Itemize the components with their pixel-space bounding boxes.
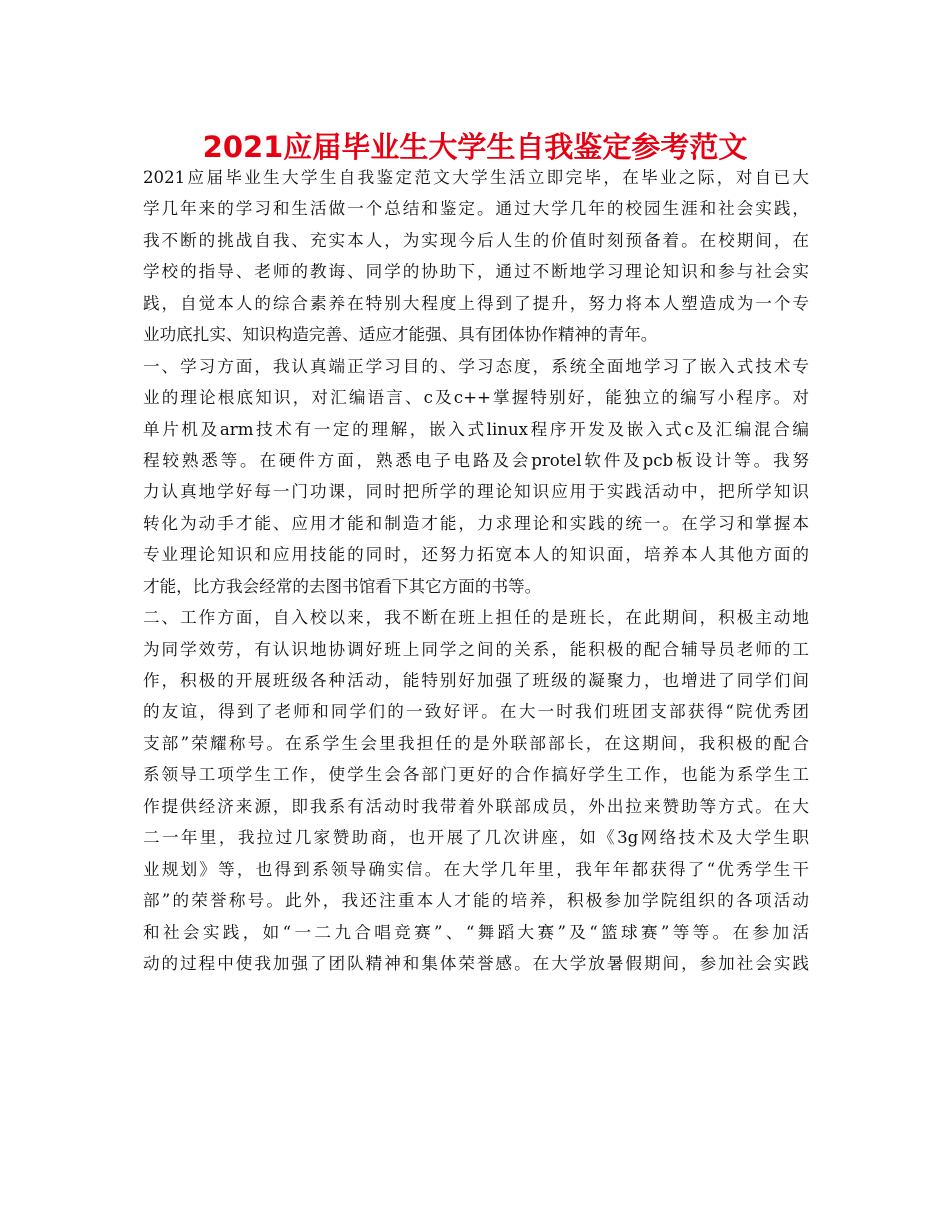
text-line: 业功底扎实、知识构造完善、适应才能强、具有团体协作精神的青年。	[143, 325, 658, 345]
text-line: 支部”荣耀称号。在系学生会里我担任的是外联部部长，在这期间，我积极的配合	[143, 733, 809, 753]
text-line: 作，积极的开展班级各种活动，能特别好加强了班级的凝聚力，也增进了同学们间	[143, 671, 809, 690]
document-title: 2021应届毕业生大学生自我鉴定参考范文	[202, 130, 748, 164]
text-line: 转化为动手才能、应用才能和制造才能，力求理论和实践的统一。在学习和掌握本	[143, 513, 809, 533]
text-line: 业规划》等，也得到系领导确实信。在大学几年里，我年年都获得了“优秀学生干	[143, 859, 809, 879]
text-line: 和社会实践，如“一二九合唱竞赛”、“舞蹈大赛”及“篮球赛”等等。在参加活	[143, 922, 809, 942]
text-line: 为同学效劳，有认识地协调好班上同学之间的关系，能积极的配合辅导员老师的工	[143, 639, 809, 659]
text-line: 学几年来的学习和生活做一个总结和鉴定。通过大学几年的校园生涯和社会实践，	[143, 199, 809, 219]
document-body	[143, 162, 809, 979]
text-line: 系领导工项学生工作，使学生会各部门更好的合作搞好学生工作，也能为系学生工	[143, 765, 809, 785]
text-line: 单片机及arm技术有一定的理解，嵌入式linux程序开发及嵌入式c及汇编混合编	[143, 419, 809, 439]
text-line: 动的过程中使我加强了团队精神和集体荣誉感。在大学放暑假期间，参加社会实践	[143, 953, 809, 973]
text-line: 业的理论根底知识，对汇编语言、c及c++掌握特别好，能独立的编写小程序。对	[143, 388, 809, 408]
text-line: 作提供经济来源，即我系有活动时我带着外联部成员，外出拉来赞助等方式。在大	[143, 796, 809, 816]
text-line: 一、学习方面，我认真端正学习目的、学习态度，系统全面地学习了嵌入式技术专	[143, 356, 809, 376]
text-line: 力认真地学好每一门功课，同时把所学的理论知识应用于实践活动中，把所学知识	[143, 482, 809, 502]
text-line: 学校的指导、老师的教诲、同学的协助下，通过不断地学习理论知识和参与社会实	[143, 262, 809, 282]
text-line: 二一年里，我拉过几家赞助商，也开展了几次讲座，如《3g网络技术及大学生职	[143, 828, 809, 848]
text-line: 才能，比方我会经常的去图书馆看下其它方面的书等。	[143, 576, 542, 596]
text-line: 的友谊，得到了老师和同学们的一致好评。在大一时我们班团支部获得“院优秀团	[143, 702, 809, 722]
text-line: 践，自觉本人的综合素养在特别大程度上得到了提升，努力将本人塑造成为一个专	[143, 293, 809, 313]
text-line: 部”的荣誉称号。此外，我还注重本人才能的培养，积极参加学院组织的各项活动	[143, 891, 809, 911]
text-line: 2021应届毕业生大学生自我鉴定范文大学生活立即完毕，在毕业之际，对自已大	[143, 168, 809, 187]
text-line: 程较熟悉等。在硬件方面，熟悉电子电路及会protel软件及pcb板设计等。我努	[143, 450, 809, 470]
text-line: 我不断的挑战自我、充实本人，为实现今后人生的价值时刻预备着。在校期间，在	[143, 230, 809, 250]
text-line: 专业理论知识和应用技能的同时，还努力拓宽本人的知识面，培养本人其他方面的	[143, 545, 809, 565]
text-line: 二、工作方面，自入校以来，我不断在班上担任的是班长，在此期间，积极主动地	[143, 608, 809, 628]
